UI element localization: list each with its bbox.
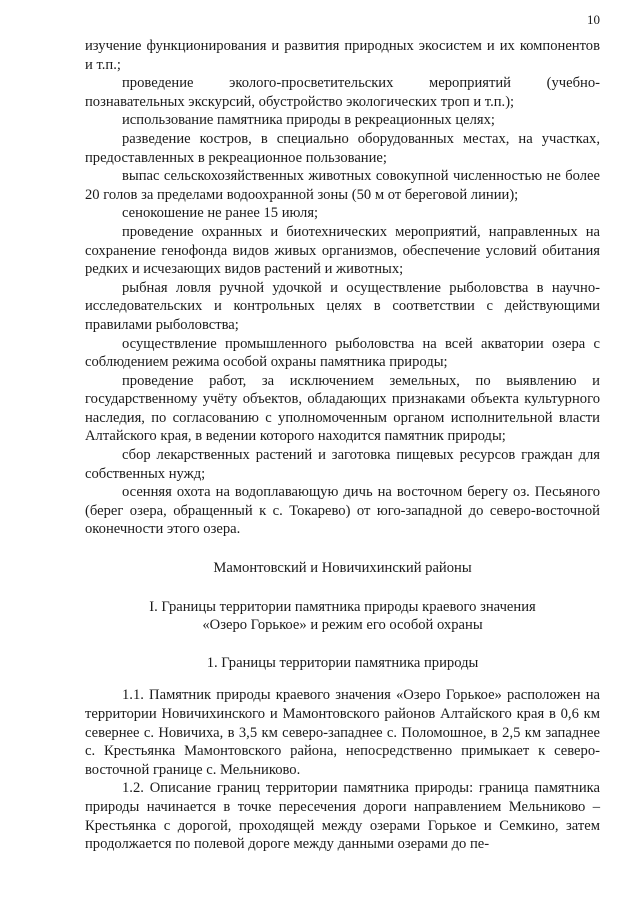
list-item: осенняя охота на водоплавающую дичь на восточном берегу оз. Песьяного (берег озера, обращенный к с. Токарево) от юго-западной до северо-восточной оконечности этого озера. bbox=[85, 484, 600, 538]
list-item: проведение охранных и биотехнических мероприятий, направленных на сохранение генофонда видов живых организмов, обеспечение условий обитания редких и исчезающих видов растений и животных; bbox=[85, 223, 600, 278]
list-item: использование памятника природы в рекреационных целях; bbox=[122, 112, 495, 129]
list-item: проведение эколого-просветительских мероприятий (учебно-познавательных экскурсий, обустройство экологических троп и т.п.); bbox=[85, 75, 600, 110]
list-item: изучение функционирования и развития природных экосистем и их компонентов и т.п.; bbox=[85, 38, 600, 73]
region-heading: Мамонтовский и Новичихинский районы bbox=[213, 560, 472, 577]
section-heading-line: I. Границы территории памятника природы краевого значения bbox=[149, 598, 536, 615]
paragraph: 1.2. Описание границ территории памятника природы: граница памятника природы начинается в точке пересечения дороги направлением Мельниково – Крестьянка с дорогой, проходящей между озерами Горькое и Семкино, затем продолжается по полевой дороге между данными озерами до пе- bbox=[85, 780, 600, 853]
section-heading bbox=[85, 598, 600, 635]
section-heading-line: «Озеро Горькое» и режим его особой охраны bbox=[202, 617, 483, 634]
list-item: проведение работ, за исключением земельных, по выявлению и государственному учёту объектов, обладающих признаками объекта культурного наследия, по согласованию с уполномоченным органом исполнительной власти Алтайского края, в ведении которого находится памятник природы; bbox=[85, 372, 600, 445]
list-item: сенокошение не ранее 15 июля; bbox=[122, 205, 319, 222]
subsection-heading: 1. Границы территории памятника природы bbox=[206, 654, 479, 671]
list-item: выпас сельскохозяйственных животных совокупной численностью не более 20 голов за пределами водоохранной зоны (50 м от береговой линии); bbox=[85, 168, 600, 203]
page-number: 10 bbox=[587, 12, 600, 27]
paragraph: 1.1. Памятник природы краевого значения «Озеро Горькое» расположен на территории Новичихинского и Мамонтовского районов Алтайского края в 0,6 км севернее с. Новичиха, в 3,5 км северо-западнее с. Поломошное, в 2,5 км западнее с. Крестьянка Мамонтовского района, непосредственно примыкает к северо-восточной границе с. Мельниково. bbox=[85, 687, 600, 778]
list-item: рыбная ловля ручной удочкой и осуществление рыболовства в научно-исследовательских и контрольных целях в соответствии с действующими правилами рыболовства; bbox=[85, 279, 600, 333]
list-item: осуществление промышленного рыболовства на всей акватории озера с соблюдением режима особой охраны памятника природы; bbox=[85, 335, 600, 371]
list-item: разведение костров, в специально оборудованных местах, на участках, предоставленных в рекреационное пользование; bbox=[85, 130, 600, 166]
list-item: сбор лекарственных растений и заготовка пищевых ресурсов граждан для собственных нужд; bbox=[85, 447, 600, 482]
document-body bbox=[85, 37, 600, 854]
